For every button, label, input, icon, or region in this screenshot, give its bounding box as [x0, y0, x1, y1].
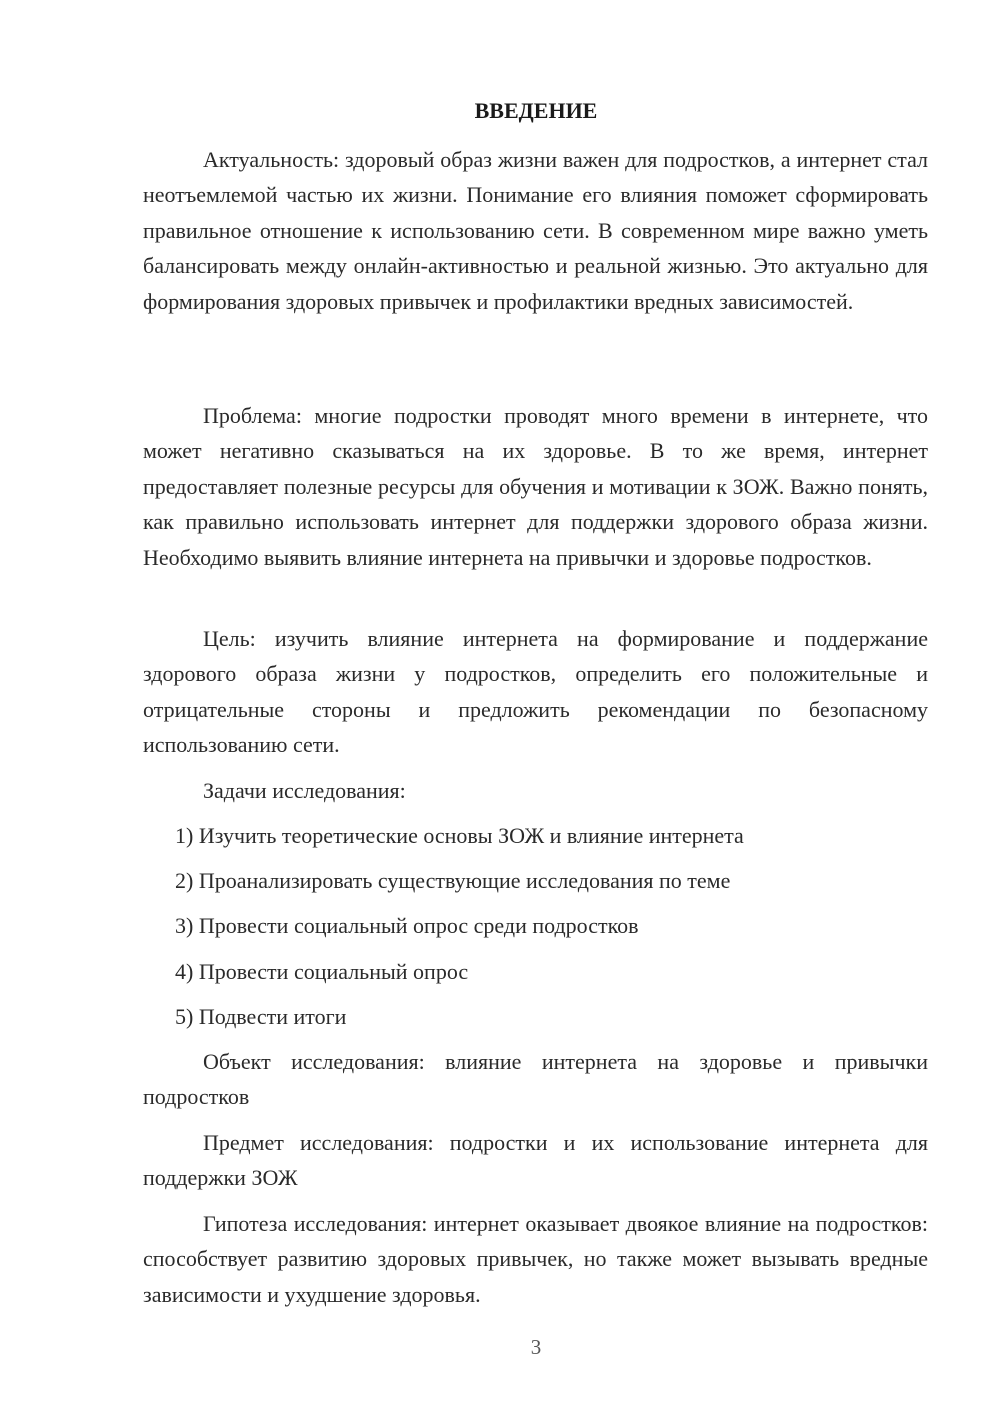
problem-paragraph: Проблема: многие подростки проводят много времени в интернете, что может негативно сказываться на их здоровье. В то же время, интернет предоставляет полезные ресурсы для обучения и мотивации к ЗОЖ. Важно понять, как правильно использовать интернет для поддержки здорового образа жизни. Необходимо выявить влияние интернета на привычки и здоровье подростков.	[143, 403, 928, 570]
task-item-5: 5) Подвести итоги	[175, 1004, 347, 1029]
page-number: 3	[530, 1335, 542, 1359]
task-item-3: 3) Провести социальный опрос среди подростков	[175, 913, 639, 938]
hypothesis-paragraph: Гипотеза исследования: интернет оказывает двоякое влияние на подростков: способствует развитию здоровых привычек, но также может вызывать вредные зависимости и ухудшение здоровья.	[143, 1211, 928, 1307]
task-item-1: 1) Изучить теоретические основы ЗОЖ и влияние интернета	[175, 823, 744, 848]
task-item-2: 2) Проанализировать существующие исследования по теме	[175, 868, 731, 893]
relevance-paragraph: Актуальность: здоровый образ жизни важен для подростков, а интернет стал неотъемлемой частью их жизни. Понимание его влияния поможет сформировать правильное отношение к использованию сети. В современном мире важно уметь балансировать между онлайн-активностью и реальной жизнью. Это актуально для формирования здоровых привычек и профилактики вредных зависимостей.	[143, 147, 928, 314]
subject-paragraph: Предмет исследования: подростки и их использование интернета для поддержки ЗОЖ	[143, 1130, 928, 1191]
goal-paragraph: Цель: изучить влияние интернета на формирование и поддержание здорового образа жизни у подростков, определить его положительные и отрицательные стороны и предложить рекомендации по безопасному использованию сети.	[143, 626, 928, 758]
task-item-4: 4) Провести социальный опрос	[175, 959, 469, 984]
object-paragraph: Объект исследования: влияние интернета на здоровье и привычки подростков	[143, 1049, 928, 1110]
tasks-heading: Задачи исследования:	[203, 778, 406, 803]
page-title: ВВЕДЕНИЕ	[474, 98, 598, 123]
